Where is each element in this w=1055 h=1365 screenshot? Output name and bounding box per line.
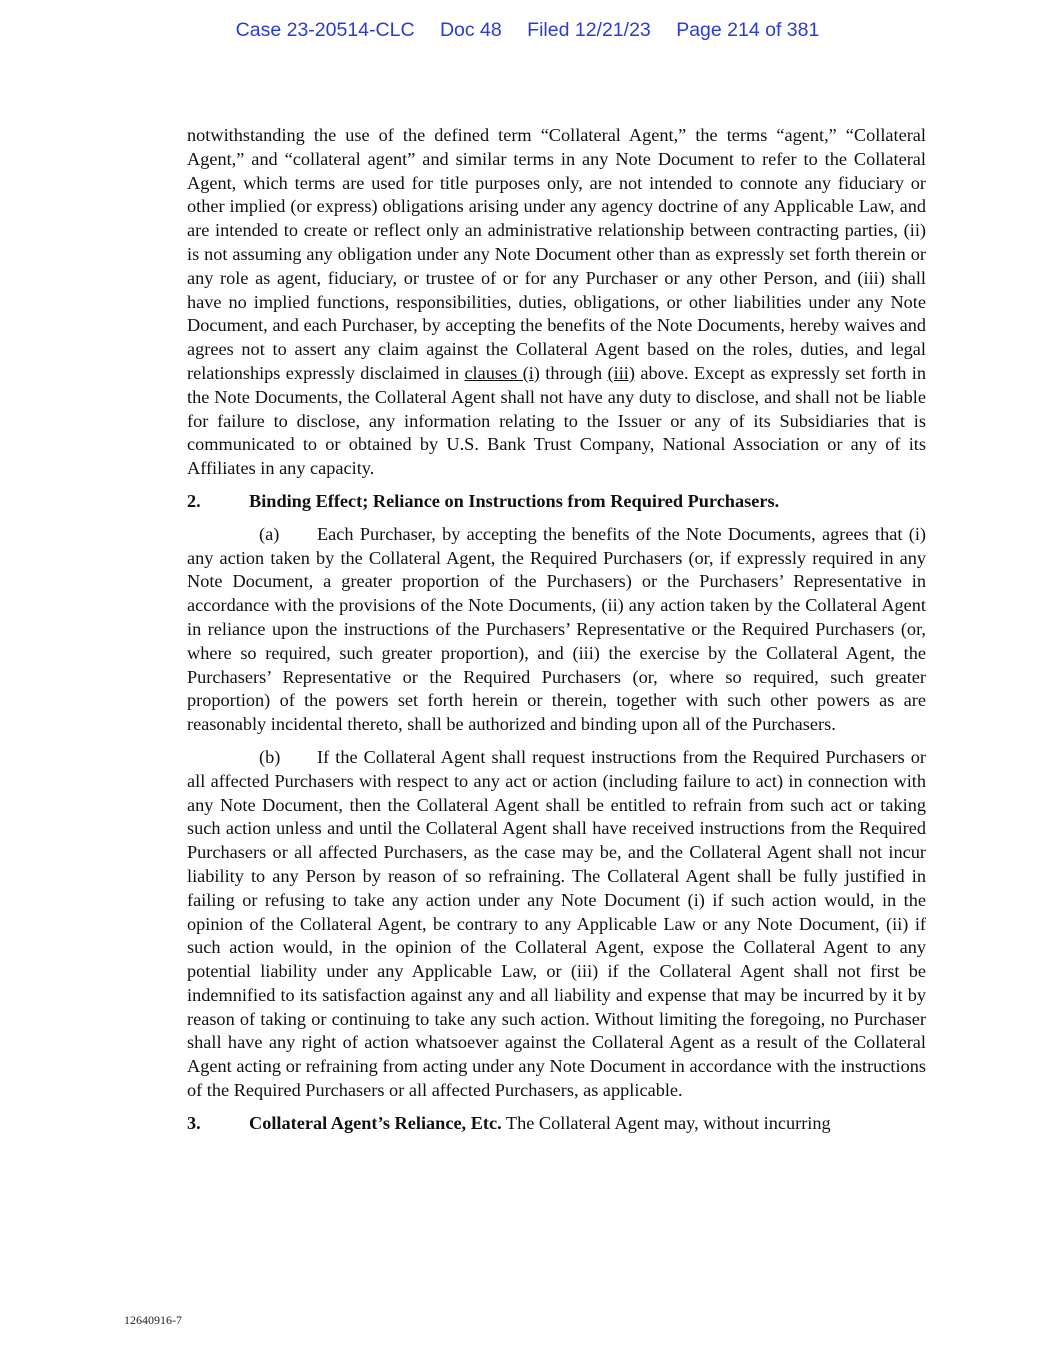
paragraph-a (187, 523, 926, 737)
section-3-text: The Collateral Agent may, without incurring (505, 1112, 831, 1133)
section-3-title: Collateral Agent’s Reliance, Etc. (249, 1112, 502, 1133)
section-2-title: Binding Effect; Reliance on Instructions from Required Purchasers. (249, 490, 780, 511)
paragraph-b (187, 746, 926, 1103)
document-id-footer: 12640916-7 (124, 1313, 182, 1327)
intro-paragraph (187, 124, 926, 481)
section-2-heading (187, 490, 926, 514)
paragraph-b-label: (b) (259, 746, 281, 767)
intro-text-b: through (545, 362, 603, 383)
paragraph-a-label: (a) (259, 523, 280, 544)
clause-i-reference: clauses (i) (464, 362, 540, 383)
intro-text-a: notwithstanding the use of the defined term “Collateral Agent,” the terms “agent,” “Collateral Agent,” and “collateral agent” and similar terms in any Note Document to refer to the Collateral Agent, which terms are used for title purposes only, are not intended to connote any fiduciary or other implied (or express) obligations arising under any agency doctrine of any Applicable Law, and are intended to create or reflect only an administrative relationship between contracting parties, (ii) is not assuming any obligation under any Note Document other than as expressly set forth therein or any role as agent, fiduciary, or trustee of or for any Purchaser or any other Person, and (iii) shall have no implied functions, responsibilities, duties, obligations, or other liabilities under any Note Document, and each Purchaser, by accepting the benefits of the Note Documents, hereby waives and agrees not to assert any claim against the Collateral Agent based on the roles, duties, and legal relationships expressly disclaimed in (187, 125, 926, 383)
intro-text-c: above. Except as expressly set forth in the Note Documents, the Collateral Agent shall not have any duty to disclose, and shall not be liable for failure to disclose, any information relating to the Issuer or any of its Subsidiaries that is communicated to or obtained by U.S. Bank Trust Company, National Association or any of its Affiliates in any capacity. (187, 362, 926, 479)
filed-date: Filed 12/21/23 (527, 19, 651, 41)
paragraph-b-text: If the Collateral Agent shall request instructions from the Required Purchasers or all affected Purchasers with respect to any act or action (including failure to act) in connection with any Note Document, then the Collateral Agent shall be entitled to refrain from such act or taking such action unless and until the Collateral Agent shall have received instructions from the Required Purchasers or all affected Purchasers, as the case may be, and the Collateral Agent shall not incur liability to any Person by reason of so refraining. The Collateral Agent shall be fully justified in failing or refusing to take any action under any Note Document (i) if such action would, in the opinion of the Collateral Agent, be contrary to any Applicable Law or any Note Document, (ii) if such action would, in the opinion of the Collateral Agent, expose the Collateral Agent to any potential liability under any Applicable Law, or (iii) if the Collateral Agent shall not first be indemnified to its satisfaction against any and all liability and expense that may be incurred by it by reason of taking or continuing to take any such action. Without limiting the foregoing, no Purchaser shall have any right of action whatsoever against the Collateral Agent as a result of the Collateral Agent acting or refraining from acting under any Note Document in accordance with the instructions of the Required Purchasers or all affected Purchasers, as applicable. (187, 746, 926, 1101)
paragraph-a-text: Each Purchaser, by accepting the benefits of the Note Documents, agrees that (i) any action taken by the Collateral Agent, the Required Purchasers (or, if expressly required in any Note Document, a greater proportion of the Purchasers) or the Purchasers’ Representative in accordance with the provisions of the Note Documents, (ii) any action taken by the Collateral Agent in reliance upon the instructions of the Purchasers’ Representative or the Required Purchasers (or, where so required, such greater proportion), and (iii) the exercise by the Collateral Agent, the Purchasers’ Representative or the Required Purchasers (or, where so required, such greater proportion) of the powers set forth herein or therein, together with such other powers as are reasonably incidental thereto, shall be authorized and binding upon all of the Purchasers. (187, 523, 926, 735)
document-body (187, 124, 926, 1145)
section-2-number: 2. (187, 490, 201, 511)
section-3-heading (187, 1112, 926, 1136)
doc-number: Doc 48 (439, 19, 502, 41)
page-number: Page 214 of 381 (676, 19, 820, 41)
clause-iii-reference: (iii) (607, 362, 635, 383)
court-filing-header (0, 19, 1055, 42)
case-number: Case 23-20514-CLC (235, 19, 415, 41)
section-3-number: 3. (187, 1112, 201, 1133)
